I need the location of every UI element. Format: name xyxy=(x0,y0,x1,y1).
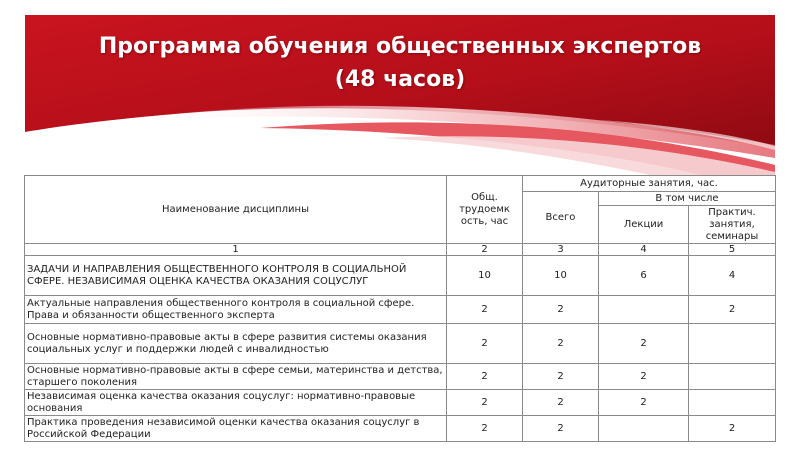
title-line-1: Программа обучения общественных экспертов xyxy=(98,34,702,59)
total-hours: 2 xyxy=(447,390,523,416)
discipline-name: Независимая оценка качества оказания соцуслуг: нормативно-правовые основания xyxy=(25,390,447,416)
total-hours: 2 xyxy=(447,296,523,324)
header-discipline: Наименование дисциплины xyxy=(25,176,447,244)
header-lectures: Лекции xyxy=(599,206,689,244)
discipline-name: ЗАДАЧИ И НАПРАВЛЕНИЯ ОБЩЕСТВЕННОГО КОНТРОЛЯ В СОЦИАЛЬНОЙ СФЕРЕ. НЕЗАВИСИМАЯ ОЦЕНКА КАЧЕСТВА ОКАЗАНИЯ СОЦУСЛУГ xyxy=(25,256,447,296)
discipline-name: Основные нормативно-правовые акты в сфере семьи, материнства и детства, старшего поколения xyxy=(25,364,447,390)
lecture-hours: 2 xyxy=(599,324,689,364)
column-number: 4 xyxy=(599,244,689,256)
column-number-row xyxy=(25,244,776,256)
lecture-hours: 2 xyxy=(599,390,689,416)
total-hours: 2 xyxy=(447,416,523,442)
table-row xyxy=(25,256,776,296)
table-row xyxy=(25,324,776,364)
discipline-name: Практика проведения независимой оценки качества оказания соцуслуг в Российской Федерации xyxy=(25,416,447,442)
table-row xyxy=(25,364,776,390)
all-hours: 2 xyxy=(523,390,599,416)
practical-hours: 4 xyxy=(689,256,776,296)
column-number: 2 xyxy=(447,244,523,256)
all-hours: 2 xyxy=(523,364,599,390)
table-row xyxy=(25,296,776,324)
table-row xyxy=(25,390,776,416)
discipline-name: Основные нормативно-правовые акты в сфере развития системы оказания социальных услуг и поддержки людей с инвалидностью xyxy=(25,324,447,364)
discipline-name: Актуальные направления общественного контроля в социальной сфере. Права и обязанности общественного эксперта xyxy=(25,296,447,324)
title-line-2: (48 часов) xyxy=(334,67,466,92)
column-number: 3 xyxy=(523,244,599,256)
header-auditory: Аудиторные занятия, час. xyxy=(523,176,776,192)
total-hours: 2 xyxy=(447,324,523,364)
lecture-hours xyxy=(599,416,689,442)
practical-hours xyxy=(689,364,776,390)
lecture-hours xyxy=(599,296,689,324)
practical-hours: 2 xyxy=(689,296,776,324)
all-hours: 2 xyxy=(523,296,599,324)
lecture-hours: 6 xyxy=(599,256,689,296)
header-practical: Практич. занятия, семинары xyxy=(689,206,776,244)
all-hours: 2 xyxy=(523,324,599,364)
column-number: 5 xyxy=(689,244,776,256)
program-table xyxy=(24,175,776,442)
header-all: Всего xyxy=(523,192,599,244)
header-including: В том числе xyxy=(599,192,776,206)
total-hours: 10 xyxy=(447,256,523,296)
column-number: 1 xyxy=(25,244,447,256)
all-hours: 2 xyxy=(523,416,599,442)
header-row-1 xyxy=(25,176,776,192)
practical-hours xyxy=(689,390,776,416)
header-total: Общ. трудоемк ость, час xyxy=(447,176,523,244)
total-hours: 2 xyxy=(447,364,523,390)
practical-hours xyxy=(689,324,776,364)
practical-hours: 2 xyxy=(689,416,776,442)
all-hours: 10 xyxy=(523,256,599,296)
lecture-hours: 2 xyxy=(599,364,689,390)
slide-title xyxy=(20,30,780,96)
table-row xyxy=(25,416,776,442)
